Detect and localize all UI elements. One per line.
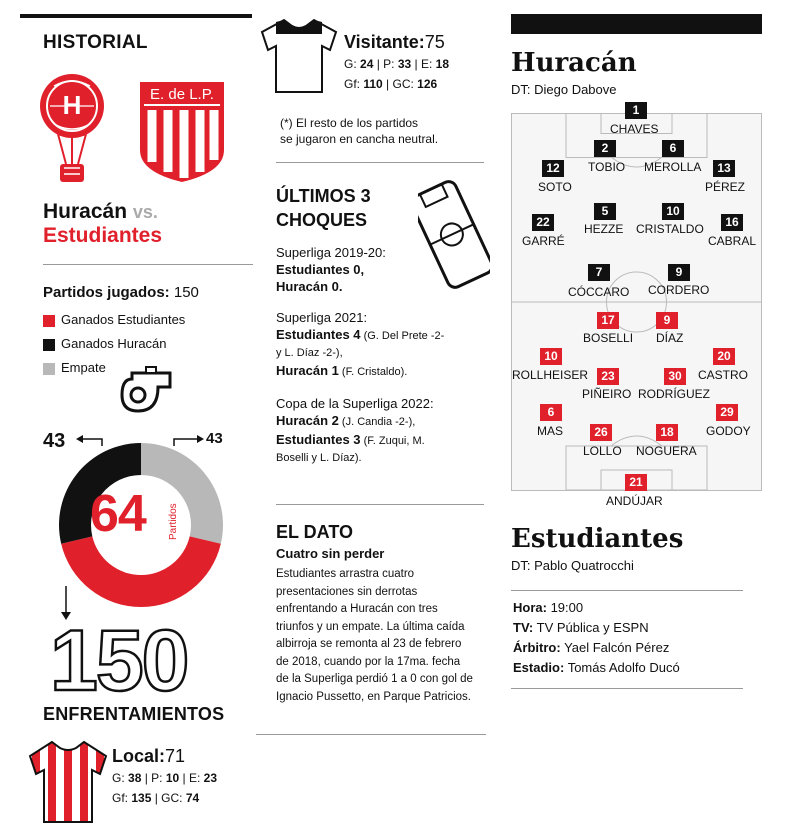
player-name: CASTRO bbox=[698, 368, 749, 382]
player-number: 20 bbox=[713, 348, 735, 365]
local-title bbox=[112, 746, 185, 767]
local-line1 bbox=[112, 770, 217, 786]
match-scorers: (F. Zuqui, M. bbox=[360, 435, 425, 447]
info-value: Yael Falcón Pérez bbox=[564, 640, 670, 655]
ultimos-match bbox=[276, 309, 486, 381]
legend-swatch bbox=[43, 339, 55, 351]
visitante-title-label: Visitante: bbox=[344, 32, 425, 52]
dato-line: de 2018, cuando por la 17ma. fecha bbox=[276, 655, 461, 668]
vis-p-label: | P: bbox=[373, 57, 398, 71]
player-name: CABRAL bbox=[708, 234, 757, 248]
dato-subheading: Cuatro sin perder bbox=[276, 546, 385, 561]
legend-label: Ganados Huracán bbox=[61, 336, 167, 351]
match-line: Estudiantes 0, bbox=[276, 262, 365, 277]
player-name: PÉREZ bbox=[705, 180, 746, 194]
local-p: 10 bbox=[165, 771, 180, 785]
legend-label: Empate bbox=[61, 360, 106, 375]
player-number: 12 bbox=[542, 160, 564, 177]
player-name: CHAVES bbox=[610, 122, 659, 136]
dato-line: enfrentando a Huracán con tres bbox=[276, 603, 438, 615]
local-p-label: | P: bbox=[141, 771, 166, 785]
visitante-line1 bbox=[344, 56, 449, 72]
estudiantes-crest-text: E. de L.P. bbox=[150, 86, 214, 103]
player-name: CRISTALDO bbox=[636, 222, 704, 236]
player-name: MAS bbox=[537, 424, 564, 438]
player-name: LOLLO bbox=[583, 444, 622, 458]
player-name: MEROLLA bbox=[644, 160, 702, 174]
top-rule-left bbox=[20, 14, 252, 18]
divider bbox=[511, 590, 743, 591]
ultimos-heading bbox=[276, 184, 371, 232]
match-line bbox=[276, 362, 486, 381]
player-number: 16 bbox=[721, 214, 743, 231]
match-competition: Superliga 2019-20: bbox=[276, 245, 386, 260]
visitante-title-value: 75 bbox=[424, 32, 445, 52]
total-label: ENFRENTAMIENTOS bbox=[43, 704, 225, 724]
partidos-label: Partidos jugados: bbox=[43, 284, 170, 301]
whistle-icon bbox=[118, 365, 180, 417]
note-line: se jugaron en cancha neutral. bbox=[280, 132, 439, 146]
player-name: GODOY bbox=[706, 424, 751, 438]
partidos-jugados bbox=[43, 284, 199, 301]
player-number: 9 bbox=[656, 312, 678, 329]
player-number: 9 bbox=[668, 264, 690, 281]
info-hora bbox=[513, 600, 583, 615]
neutral-note bbox=[280, 115, 438, 147]
player-name: GARRÉ bbox=[522, 234, 565, 248]
legend-label: Ganados Estudiantes bbox=[61, 312, 186, 327]
legend-swatch bbox=[43, 315, 55, 327]
player-name: SOTO bbox=[538, 180, 572, 194]
dato-heading: EL DATO bbox=[276, 522, 354, 542]
divider bbox=[511, 688, 743, 689]
player-number: 26 bbox=[590, 424, 612, 441]
info-value: TV Pública y ESPN bbox=[536, 620, 649, 635]
huracan-coach: DT: Diego Dabove bbox=[511, 82, 617, 97]
player-name: ANDÚJAR bbox=[606, 494, 663, 508]
local-gf: 135 bbox=[131, 791, 152, 805]
huracan-crest bbox=[38, 68, 106, 190]
visitante-title bbox=[344, 32, 445, 53]
player-name: CÓCCARO bbox=[568, 285, 630, 299]
estudiantes-coach: DT: Pablo Quatrocchi bbox=[511, 558, 634, 573]
player-number: 7 bbox=[588, 264, 610, 281]
estudiantes-crest bbox=[138, 80, 226, 184]
info-label: Estadio: bbox=[513, 660, 565, 675]
player-number: 17 bbox=[597, 312, 619, 329]
player-number: 21 bbox=[625, 474, 647, 491]
dato-line: Estudiantes arrastra cuatro bbox=[276, 568, 415, 580]
local-gc-label: | GC: bbox=[151, 791, 186, 805]
player-number: 29 bbox=[716, 404, 738, 421]
dato-body bbox=[276, 566, 473, 706]
player-name: TOBIO bbox=[588, 160, 626, 174]
ultimos-list bbox=[276, 244, 486, 467]
player-name: HEZZE bbox=[584, 222, 624, 236]
player-name: NOGUERA bbox=[636, 444, 697, 458]
huracan-crest-letter: H bbox=[62, 90, 82, 120]
ultimos-heading-line: ÚLTIMOS 3 bbox=[276, 186, 371, 206]
player-number: 2 bbox=[594, 140, 616, 157]
info-tv bbox=[513, 620, 649, 635]
local-gf-label: Gf: bbox=[112, 791, 132, 805]
match-scorers: (G. Del Prete -2- bbox=[360, 330, 445, 342]
historial-heading: HISTORIAL bbox=[43, 32, 148, 53]
divider bbox=[43, 264, 253, 265]
left-count-label: 43 bbox=[43, 430, 66, 452]
info-value: 19:00 bbox=[550, 600, 584, 615]
info-label: TV: bbox=[513, 620, 534, 635]
note-line: (*) El resto de los partidos bbox=[280, 116, 419, 130]
huracan-team-title: Huracán bbox=[511, 48, 637, 78]
player-number: 18 bbox=[656, 424, 678, 441]
legend-item bbox=[43, 312, 185, 336]
player-name: ROLLHEISER bbox=[512, 368, 589, 382]
vis-e-label: | E: bbox=[411, 57, 436, 71]
match-score: Huracán 2 bbox=[276, 413, 339, 428]
dato-line: albirroja se remonta al 23 de febrero bbox=[276, 638, 462, 650]
vis-gf: 110 bbox=[363, 77, 383, 91]
ultimos-heading-line: CHOQUES bbox=[276, 210, 368, 230]
player-number: 1 bbox=[625, 102, 647, 119]
player-name: BOSELLI bbox=[583, 331, 634, 345]
legend-swatch bbox=[43, 363, 55, 375]
info-label: Hora: bbox=[513, 600, 547, 615]
player-number: 23 bbox=[597, 368, 619, 385]
vis-p: 33 bbox=[397, 57, 412, 71]
info-value: Tomás Adolfo Ducó bbox=[567, 660, 680, 675]
match-line: Huracán 0. bbox=[276, 279, 343, 294]
info-label: Árbitro: bbox=[513, 640, 561, 655]
vis-gf-label: Gf: bbox=[344, 77, 364, 91]
visitante-line2 bbox=[344, 76, 437, 92]
divider bbox=[256, 734, 486, 735]
local-e: 23 bbox=[203, 771, 218, 785]
match-competition: Superliga 2021: bbox=[276, 310, 368, 325]
player-name: DÍAZ bbox=[656, 331, 684, 345]
local-line2 bbox=[112, 790, 199, 806]
local-title-value: 71 bbox=[165, 746, 186, 766]
local-g: 38 bbox=[128, 771, 142, 785]
ultimos-match bbox=[276, 244, 486, 295]
right-count-label: 43 bbox=[206, 430, 223, 447]
divider bbox=[276, 162, 484, 163]
player-number: 10 bbox=[662, 203, 684, 220]
dato-line: de la Superliga perdió 1 a 0 con gol de bbox=[276, 673, 473, 685]
player-number: 22 bbox=[532, 214, 554, 231]
match-line bbox=[276, 431, 486, 450]
donut-center-label: Partidos bbox=[168, 503, 179, 540]
player-number: 30 bbox=[664, 368, 686, 385]
dato-line: presentaciones sin derrotas bbox=[276, 585, 418, 598]
vis-g-label: G: bbox=[344, 57, 361, 71]
matchup-away: Estudiantes bbox=[43, 224, 163, 247]
match-line: Boselli y L. Díaz). bbox=[276, 452, 362, 464]
ultimos-match bbox=[276, 395, 486, 467]
player-number: 10 bbox=[540, 348, 562, 365]
matchup-vs: vs. bbox=[132, 202, 158, 222]
vis-gc: 126 bbox=[417, 77, 438, 91]
match-score: Huracán 1 bbox=[276, 363, 339, 378]
dato-line: Ignacio Pussetto, en Parque Patricios. bbox=[276, 690, 471, 703]
partidos-value: 150 bbox=[173, 284, 199, 301]
player-number: 13 bbox=[713, 160, 735, 177]
matchup-title bbox=[43, 200, 162, 248]
estudiantes-team-title: Estudiantes bbox=[511, 524, 684, 554]
match-scorers: (F. Cristaldo). bbox=[338, 366, 408, 378]
visitante-jersey-icon bbox=[258, 16, 340, 94]
info-estadio bbox=[513, 660, 680, 675]
info-arbitro bbox=[513, 640, 669, 655]
player-name: CORDERO bbox=[648, 283, 710, 297]
local-gc: 74 bbox=[185, 791, 200, 805]
match-line bbox=[276, 412, 486, 431]
vis-gc-label: | GC: bbox=[382, 77, 418, 91]
player-number: 5 bbox=[594, 203, 616, 220]
dato-line: triunfos y un empate. La última caída bbox=[276, 620, 465, 633]
player-number: 6 bbox=[540, 404, 562, 421]
player-name: PIÑEIRO bbox=[582, 387, 632, 401]
match-scorers: (J. Candia -2-), bbox=[338, 416, 416, 428]
player-name: RODRÍGUEZ bbox=[638, 387, 710, 401]
local-jersey-icon bbox=[28, 738, 108, 824]
match-line: y L. Díaz -2-), bbox=[276, 347, 343, 359]
divider bbox=[276, 504, 484, 505]
local-title-label: Local: bbox=[112, 746, 166, 766]
top-rule-right bbox=[511, 14, 762, 34]
match-score: Estudiantes 3 bbox=[276, 432, 361, 447]
local-g-label: G: bbox=[112, 771, 129, 785]
vis-g: 24 bbox=[360, 57, 374, 71]
donut-center-value: 64 bbox=[90, 485, 146, 543]
total-number: 150 bbox=[50, 613, 188, 709]
vis-e: 18 bbox=[435, 57, 450, 71]
match-line bbox=[276, 326, 486, 345]
match-competition: Copa de la Superliga 2022: bbox=[276, 396, 434, 411]
legend-item bbox=[43, 336, 185, 360]
match-score: Estudiantes 4 bbox=[276, 327, 361, 342]
local-e-label: | E: bbox=[179, 771, 204, 785]
player-number: 6 bbox=[662, 140, 684, 157]
matchup-home: Huracán bbox=[43, 200, 128, 223]
